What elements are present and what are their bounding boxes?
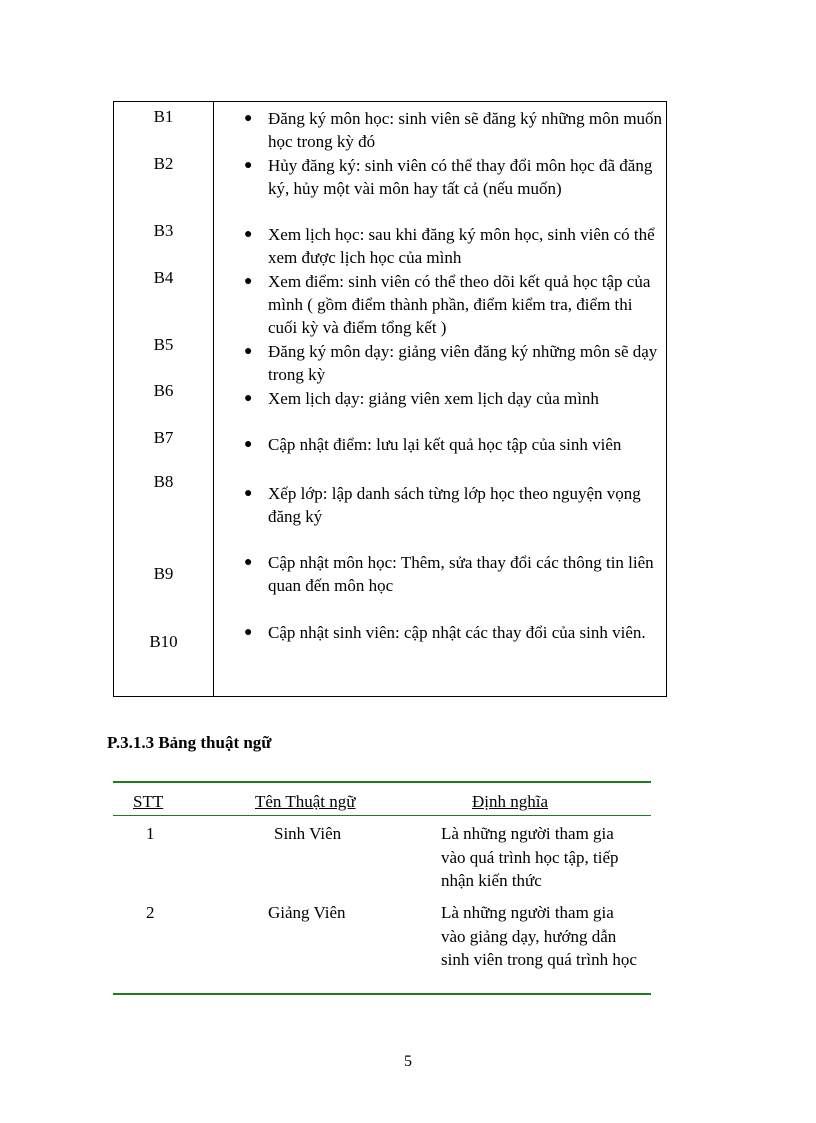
table-rule-top — [113, 781, 651, 783]
function-item — [244, 340, 664, 386]
function-item-text: Hủy đăng ký: sinh viên có thể thay đổi môn học đã đăng ký, hủy một vài môn hay tất cả (nếu muốn) — [268, 156, 653, 198]
function-item — [244, 433, 664, 456]
cell-definition: Là những người tham gia vào quá trình học tập, tiếp nhận kiến thức — [441, 824, 619, 890]
function-item-text: Cập nhật sinh viên: cập nhật các thay đổi của sinh viên. — [268, 623, 646, 642]
code-cell: B10 — [149, 632, 178, 651]
header-term: Tên Thuật ngữ — [255, 792, 356, 811]
bullet-icon: ● — [244, 391, 253, 406]
function-item-text: Đăng ký môn dạy: giảng viên đăng ký những môn sẽ dạy trong kỳ — [268, 342, 658, 384]
function-item — [244, 107, 664, 153]
function-item-text: Cập nhật môn học: Thêm, sửa thay đổi các thông tin liên quan đến môn học — [268, 553, 654, 595]
function-item-text: Cập nhật điểm: lưu lại kết quả học tập của sinh viên — [268, 435, 622, 454]
function-item — [244, 154, 664, 200]
function-item — [244, 482, 664, 528]
code-cell: B9 — [153, 564, 174, 583]
bullet-icon: ● — [244, 227, 253, 242]
section-title: P.3.1.3 Bảng thuật ngữ — [107, 733, 272, 752]
bullet-icon: ● — [244, 274, 253, 289]
cell-stt: 2 — [146, 903, 155, 922]
bullet-icon: ● — [244, 344, 253, 359]
function-item-text: Xem lịch học: sau khi đăng ký môn học, sinh viên có thể xem được lịch học của mình — [268, 225, 655, 267]
function-table — [113, 101, 667, 697]
function-item — [244, 387, 664, 410]
bullet-icon: ● — [244, 625, 253, 640]
code-cell: B5 — [153, 335, 174, 354]
code-cell: B7 — [153, 428, 174, 447]
function-item — [244, 223, 664, 269]
cell-term: Sinh Viên — [274, 824, 342, 843]
bullet-icon: ● — [244, 158, 253, 173]
function-item-text: Xếp lớp: lập danh sách từng lớp học theo nguyện vọng đăng ký — [268, 484, 641, 526]
function-item-text: Xem điểm: sinh viên có thể theo dõi kết quả học tập của mình ( gồm điểm thành phần, điểm kiểm tra, điểm thi cuối kỳ và điểm tổng kết ) — [268, 272, 651, 337]
code-cell: B1 — [153, 107, 174, 126]
header-definition: Định nghĩa — [472, 792, 549, 811]
function-item — [244, 621, 664, 644]
function-item-text: Đăng ký môn học: sinh viên sẽ đăng ký những môn muốn học trong kỳ đó — [268, 109, 663, 151]
function-item — [244, 551, 664, 597]
bullet-icon: ● — [244, 437, 253, 452]
table-rule-header — [113, 815, 651, 816]
code-cell: B3 — [153, 221, 174, 240]
glossary-table — [113, 781, 651, 996]
cell-stt: 1 — [146, 824, 155, 843]
code-cell: B2 — [153, 154, 174, 173]
bullet-icon: ● — [244, 486, 253, 501]
cell-definition: Là những người tham gia vào giảng dạy, hướng dẫn sinh viên trong quá trình học — [441, 903, 637, 969]
header-stt: STT — [133, 792, 164, 811]
code-cell: B8 — [153, 472, 174, 491]
code-cell: B4 — [153, 268, 174, 287]
function-item — [244, 270, 664, 339]
cell-term: Giảng Viên — [268, 903, 346, 922]
column-divider — [213, 102, 214, 696]
page-number: 5 — [404, 1053, 412, 1070]
function-item-text: Xem lịch dạy: giảng viên xem lịch dạy của mình — [268, 389, 599, 408]
bullet-icon: ● — [244, 111, 253, 126]
code-cell: B6 — [153, 381, 174, 400]
table-rule-bottom — [113, 993, 651, 995]
bullet-icon: ● — [244, 555, 253, 570]
